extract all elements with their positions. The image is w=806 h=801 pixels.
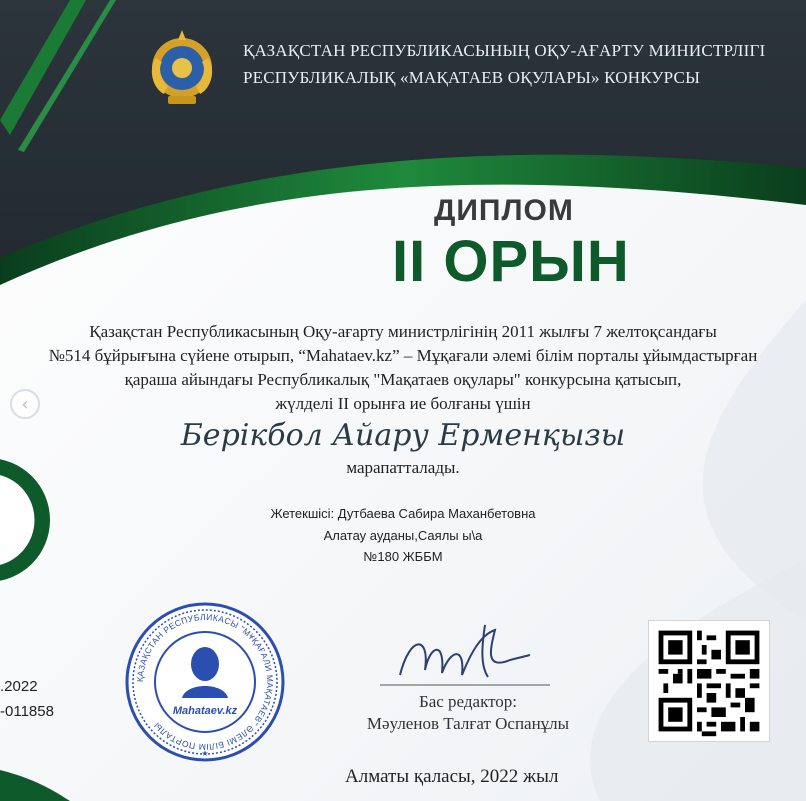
certificate-number: -011858 <box>0 703 54 720</box>
diploma-title: ДИПЛОМ <box>434 194 574 227</box>
header-ministry: ҚАЗАҚСТАН РЕСПУБЛИКАСЫНЫҢ ОҚУ-АҒАРТУ МИНИСТРЛІГІ <box>243 41 766 60</box>
supervisor-location: Алатау ауданы,Саялы ы\а <box>323 528 483 543</box>
supervisor-school: №180 ЖББМ <box>363 549 443 564</box>
place-title: II ОРЫН <box>392 229 630 294</box>
body-line-3: қараша айындағы Республикалық "Мақатаев оқулары" конкурсына қатысып, <box>124 370 682 389</box>
seal-ring-text: ҚАЗАҚСТАН РЕСПУБЛИКАСЫ "МҰҚАҒАЛИ МАҚАТАЕВ" ӘЛЕМІ БІЛІМ ПОРТАЛЫ <box>134 611 276 753</box>
kazakhstan-emblem-icon <box>148 28 216 108</box>
body-line-1: Қазақстан Республикасының Оқу-ағарту министрлігінің 2011 жылғы 7 желтоқсандағы <box>89 322 717 341</box>
recipient-name: Берікбол Айару Ерменқызы <box>180 418 626 453</box>
footer-city-year: Алматы қаласы, 2022 жыл <box>345 766 559 787</box>
editor-role: Бас редактор: <box>418 692 518 711</box>
body-line-4: жүлделі ІІ орынға ие болғаны үшін <box>275 394 531 413</box>
header-contest: РЕСПУБЛИКАЛЫҚ «МАҚАТАЕВ ОҚУЛАРЫ» КОНКУРСЫ <box>243 68 701 87</box>
issue-date: .2022 <box>0 678 38 695</box>
qr-code-icon <box>649 621 769 741</box>
qr-code <box>648 620 770 742</box>
seal-brand: Mahataev.kz <box>172 705 238 717</box>
awarded-text: марапатталады. <box>346 458 460 477</box>
editor-name: Мәуленов Талғат Оспанұлы <box>366 714 570 733</box>
editor-signature <box>370 615 560 695</box>
chevron-left-icon: ‹ <box>21 393 29 415</box>
svg-text:★: ★ <box>201 749 209 758</box>
supervisor-name: Жетекшісі: Дутбаева Сабира Маханбетовна <box>270 506 536 521</box>
portal-seal-stamp <box>124 602 286 762</box>
body-line-2: №514 бұйрығына сүйене отырып, “Mahataev.kz” – Мұқағали әлемі білім порталы ұйымдастырған <box>48 346 758 365</box>
